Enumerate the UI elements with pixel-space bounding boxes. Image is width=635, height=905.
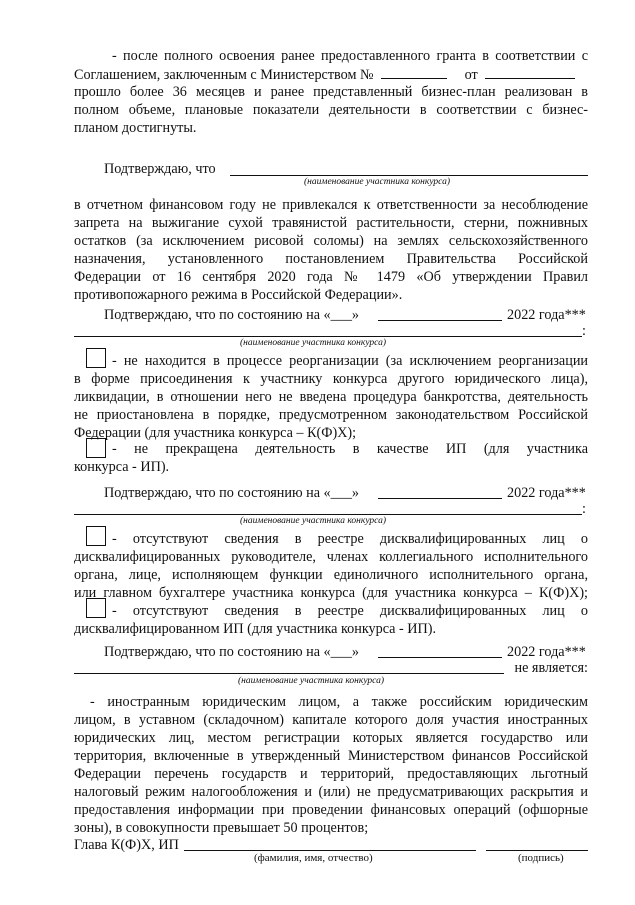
paragraph-line: - не прекращена деятельность в качестве ИП (для участника [112,441,588,457]
paragraph-line: органа, лице, исполняющем функции единоличного исполнительного органа, [74,567,588,583]
checkbox[interactable] [86,438,106,458]
year-label: 2022 года*** [507,485,586,501]
paragraph-line: территория, включенные в утвержденный Министерством финансов Российской [74,748,588,764]
name-caption: (фамилия, имя, отчество) [254,852,373,864]
participant-name-field[interactable] [74,673,504,674]
date-field[interactable] [378,320,502,321]
field-caption: (наименование участника конкурса) [240,338,387,348]
checkbox[interactable] [86,348,106,368]
paragraph-line: - отсутствуют сведения в реестре дисквалифицированных лиц о [112,603,588,619]
signature-field[interactable] [486,850,588,851]
confirm-label: Подтверждаю, что по состоянию на «___» [104,307,360,323]
agreement-date-field[interactable] [485,65,575,79]
paragraph-line: запрета на выжигание сухой травянистой растительности, стерни, пожнивных [74,215,588,231]
paragraph-line: - иностранным юридическим лицом, а также российским юридическим [90,694,588,710]
agreement-number-field[interactable] [381,65,447,79]
paragraph-line: Федерации перечень государств и территорий, предоставляющих льготный [74,766,588,782]
colon: : [582,323,586,339]
paragraph-line: дисквалифицированном ИП (для участника конкурса - ИП). [74,621,437,637]
paragraph-line: противопожарного режима в Российской Федерации». [74,287,403,303]
colon: : [582,501,586,517]
paragraph-line: ликвидации, в отношении него не введена процедура банкротства, деятельность [74,389,588,405]
confirm-label: Подтверждаю, что по состоянию на «___» [104,485,360,501]
paragraph-line: - не находится в процессе реорганизации (за исключением реорганизации [112,353,588,369]
paragraph-line: лицом, в уставном (складочном) капитале которого доля участия иностранных [74,712,588,728]
paragraph-line: или главном бухгалтере участника конкурса (для участника конкурса – К(Ф)Х); [74,585,588,601]
paragraph-line: предоставления информации при проведении финансовых операций (офшорные [74,802,588,818]
paragraph-line: зоны), в совокупности превышает 50 процентов; [74,820,369,836]
paragraph-line: в форме присоединения к участнику конкурса другого юридического лица), [74,371,588,387]
paragraph-line: - отсутствуют сведения в реестре дисквалифицированных лиц о [112,531,588,547]
agreement-text: Соглашением, заключенным с Министерством № [74,67,374,83]
checkbox[interactable] [86,598,106,618]
confirm-label: Подтверждаю, что по состоянию на «___» [104,644,360,660]
signature-label: Глава К(Ф)Х, ИП [74,837,179,853]
not-is-label: не является: [514,660,588,676]
field-caption: (наименование участника конкурса) [240,516,387,526]
confirm-label: Подтверждаю, что [104,161,216,177]
participant-name-field[interactable] [74,336,582,337]
paragraph-line: в отчетном финансовом году не привлекался к ответственности за несоблюдение [74,197,588,213]
paragraph-line: не приостановлена в порядке, предусмотренном законодательством Российской [74,407,588,423]
paragraph-line: прошло более 36 месяцев и ранее представленный бизнес-план реализован в [74,84,588,100]
year-label: 2022 года*** [507,307,586,323]
paragraph-line: планом достигнуты. [74,120,197,136]
checkbox[interactable] [86,526,106,546]
paragraph-line: остатков (за исключением рисовой соломы) на землях сельскохозяйственного [74,233,588,249]
paragraph-line: юридических лиц, местом регистрации которых является государство или [74,730,588,746]
paragraph-line: назначения, установленного постановлением Правительства Российской [74,251,588,267]
paragraph-line: Федерации (для участника конкурса – К(Ф)Х); [74,425,357,441]
paragraph-line: конкурса - ИП). [74,459,170,475]
agreement-line [74,65,588,84]
paragraph-line: - после полного освоения ранее предоставленного гранта в соответствии с [112,48,588,64]
sign-caption: (подпись) [518,852,564,864]
date-field[interactable] [378,657,502,658]
paragraph-line: Федерации от 16 сентября 2020 года № 1479 «Об утверждении Правил [74,269,588,285]
paragraph-line: налоговый режим налогообложения и (или) не предусматривающих раскрытия и [74,784,588,800]
participant-name-field[interactable] [230,175,588,176]
agreement-date-label: от [464,67,478,83]
field-caption: (наименование участника конкурса) [304,177,451,187]
field-caption: (наименование участника конкурса) [238,676,385,686]
participant-name-field[interactable] [74,514,582,515]
paragraph-line: полном объеме, плановые показатели деятельности в соответствии с бизнес- [74,102,588,118]
full-name-field[interactable] [184,850,476,851]
year-label: 2022 года*** [507,644,586,660]
paragraph-line: дисквалифицированных руководителе, членах коллегиального исполнительного [74,549,588,565]
date-field[interactable] [378,498,502,499]
